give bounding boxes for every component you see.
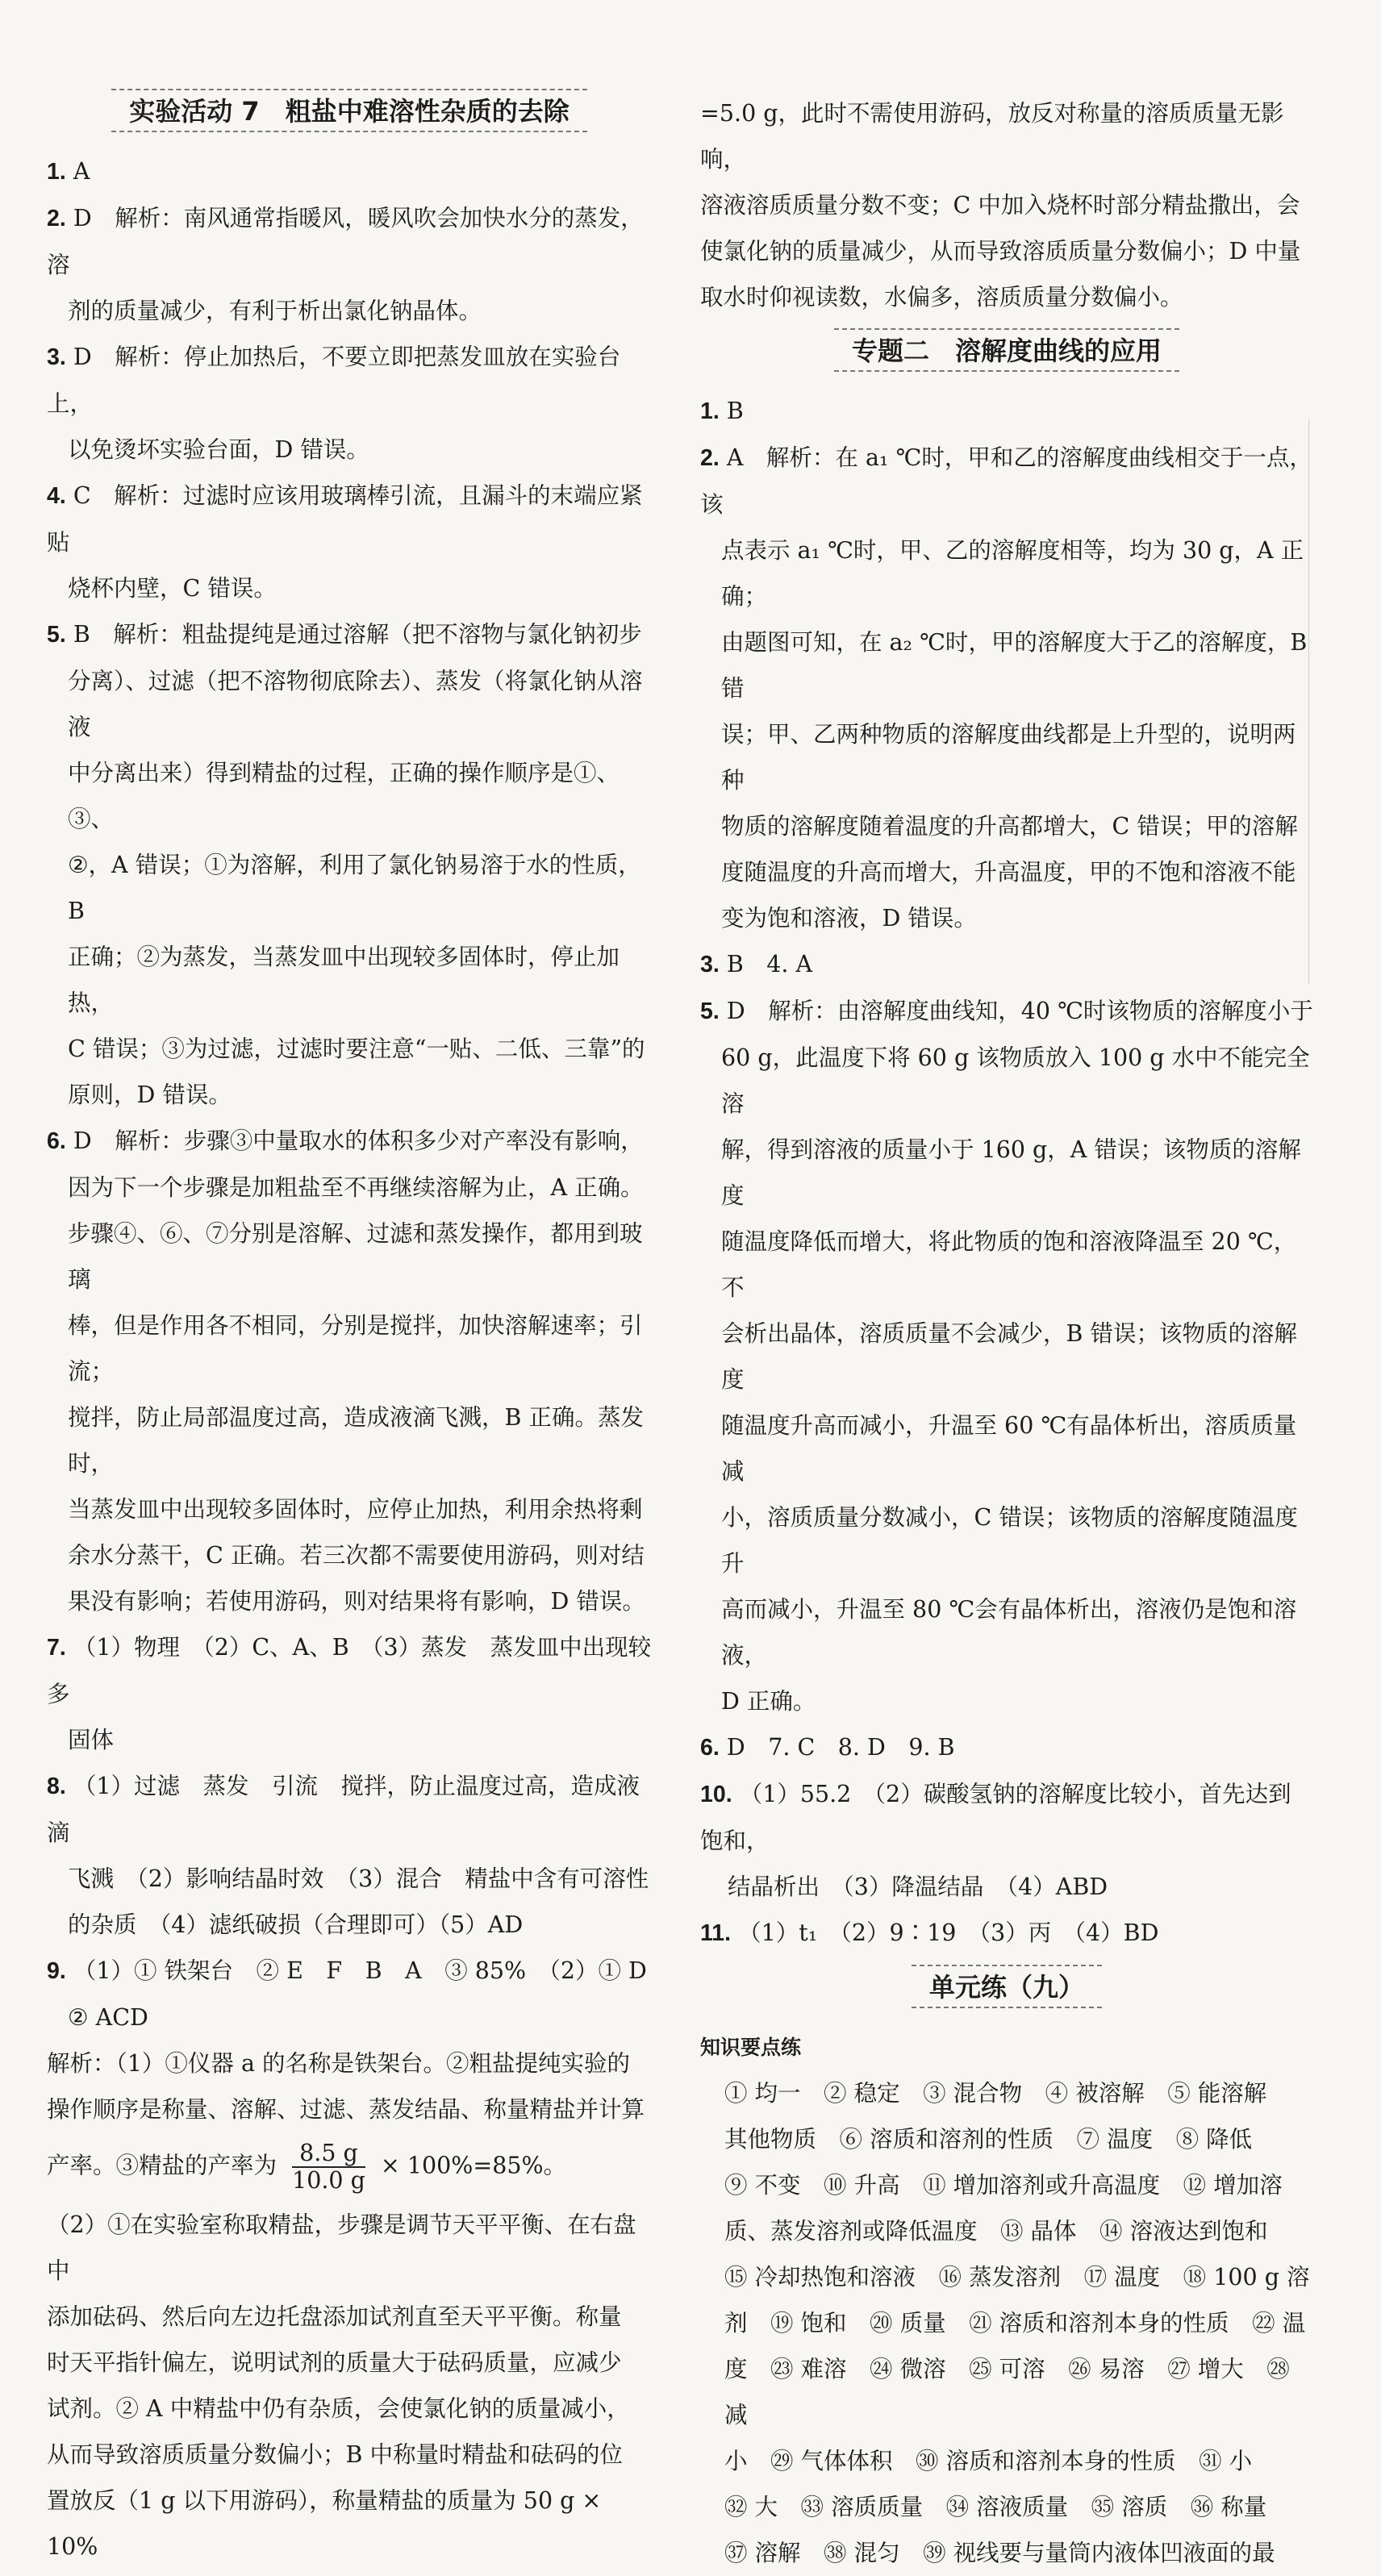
answer-item — [47, 1948, 652, 2040]
answer-line — [700, 941, 1313, 988]
answer-text: 当蒸发皿中出现较多固体时，应停止加热，利用余热将剩 — [68, 1496, 643, 1523]
answer-line — [700, 388, 1313, 435]
left-column — [47, 89, 652, 2570]
answer-number: 10. — [700, 1782, 732, 1807]
answer-text: 果没有影响；若使用游码，则对结果将有影响，D 错误。 — [68, 1588, 645, 1615]
answer-text: D 7. C 8. D 9. B — [726, 1734, 955, 1761]
answer-line — [700, 1910, 1313, 1957]
answer-line — [700, 1771, 1313, 1864]
answer-line — [47, 1532, 652, 1578]
answer-line — [47, 658, 652, 750]
answer-line — [47, 288, 652, 334]
answer-line — [47, 1165, 652, 1211]
answer-text: D 正确。 — [721, 1688, 816, 1715]
answer-text: 误；甲、乙两种物质的溶解度曲线都是上升型的，说明两种 — [721, 721, 1296, 794]
answer-text: A — [73, 158, 90, 185]
right-column — [700, 90, 1313, 2576]
answer-line — [700, 1311, 1313, 1403]
answer-line — [47, 427, 652, 473]
answer-line — [700, 1403, 1313, 1494]
answer-number: 9. — [47, 1958, 66, 1984]
answer-item — [700, 1910, 1313, 1957]
answer-line — [47, 1026, 652, 1072]
answer-text: 搅拌，防止局部温度过高，造成液滴飞溅，B 正确。蒸发时， — [68, 1404, 645, 1477]
answer-text: B — [726, 398, 744, 424]
answer-text: 会析出晶体，溶质质量不会减少，B 错误；该物质的溶解度 — [721, 1320, 1298, 1393]
answer-line — [700, 1035, 1313, 1127]
answer-text: 度随温度的升高而增大，升高温度，甲的不饱和溶液不能 — [721, 859, 1296, 886]
answer-item — [700, 435, 1313, 941]
answer-line — [47, 1578, 652, 1624]
answer-number: 2. — [47, 206, 66, 231]
answer-text: 中分离出来）得到精盐的过程，正确的操作顺序是①、③、 — [68, 760, 620, 832]
knowledge-line: ㉜ 大 ㉝ 溶质质量 ㉞ 溶液质量 ㉟ 溶质 ㊱ 称量 — [724, 2494, 1267, 2520]
answer-text: C 解析：过滤时应该用玻璃棒引流，且漏斗的末端应紧贴 — [47, 482, 643, 556]
answer-text: D 解析：由溶解度曲线知，40 ℃时该物质的溶解度小于 — [726, 998, 1313, 1024]
knowledge-line: 剂 ⑲ 饱和 ⑳ 质量 ㉑ 溶质和溶剂本身的性质 ㉒ 温 — [724, 2310, 1306, 2336]
section-heading-unit-9: 单元练（九） — [700, 1965, 1313, 2008]
answer-line — [700, 1864, 1313, 1910]
answer-text: 固体 — [68, 1727, 115, 1753]
analysis-block — [47, 2040, 652, 2570]
answer-text: 剂的质量减少，有利于析出氯化钠晶体。 — [68, 298, 482, 324]
answer-item — [47, 1624, 652, 1763]
answer-number: 3. — [700, 952, 720, 977]
analysis-line: 解析：（1）①仪器 a 的名称是铁架台。②粗盐提纯实验的 — [47, 2050, 630, 2077]
answer-line — [700, 711, 1313, 803]
right-answer-list — [700, 388, 1313, 1957]
knowledge-list — [700, 2070, 1313, 2576]
answer-item — [700, 941, 1313, 988]
answer-line — [47, 148, 652, 195]
answer-text: 随温度降低而增大，将此物质的饱和溶液降温至 20 ℃，不 — [721, 1228, 1297, 1301]
answer-line — [47, 1948, 652, 1995]
analysis-line: 时天平指针偏左，说明试剂的质量大于砝码质量，应减少 — [47, 2349, 622, 2376]
knowledge-line: ⑨ 不变 ⑩ 升高 ⑪ 增加溶剂或升高温度 ⑫ 增加溶 — [724, 2172, 1283, 2199]
knowledge-subheading: 知识要点练 — [700, 2036, 802, 2059]
answer-line — [47, 1211, 652, 1303]
answer-text: 分离）、过滤（把不溶物彻底除去）、蒸发（将氯化钠从溶液 — [68, 668, 643, 740]
answer-text: （1）55.2 （2）碳酸氢钠的溶解度比较小，首先达到饱和， — [700, 1781, 1291, 1854]
left-answer-list — [47, 148, 652, 2040]
answer-line — [700, 895, 1313, 941]
answer-number: 1. — [47, 159, 66, 185]
answer-line — [700, 1219, 1313, 1311]
continued-line: 使氯化钠的质量减少，从而导致溶质质量分数偏小；D 中量 — [700, 238, 1301, 265]
answer-line — [700, 527, 1313, 619]
answer-text: ②，A 错误；①为溶解，利用了氯化钠易溶于水的性质，B — [68, 852, 641, 924]
answer-line — [47, 842, 652, 934]
analysis-line: 添加砝码、然后向左边托盘添加试剂直至天平平衡。称量 — [47, 2303, 622, 2330]
answer-line — [700, 435, 1313, 527]
answer-line — [700, 988, 1313, 1035]
answer-item — [47, 148, 652, 195]
answer-text: 原则，D 错误。 — [68, 1082, 232, 1108]
answer-line — [47, 934, 652, 1026]
answer-number: 7. — [47, 1635, 66, 1661]
answer-line — [700, 1724, 1313, 1771]
answer-text: 点表示 a₁ ℃时，甲、乙的溶解度相等，均为 30 g，A 正确； — [721, 537, 1304, 610]
knowledge-line: 质、蒸发溶剂或降低温度 ⑬ 晶体 ⑭ 溶液达到饱和 — [724, 2218, 1268, 2245]
answer-text: 正确；②为蒸发，当蒸发皿中出现较多固体时，停止加热， — [68, 944, 620, 1016]
answer-text: 高而减小，升温至 80 ℃会有晶体析出，溶液仍是饱和溶液， — [721, 1596, 1297, 1669]
answer-text: 棒，但是作用各不相同，分别是搅拌，加快溶解速率；引流； — [68, 1312, 643, 1385]
knowledge-line: ⑮ 冷却热饱和溶液 ⑯ 蒸发溶剂 ⑰ 温度 ⑱ 100 g 溶 — [724, 2264, 1310, 2290]
analysis-line: 操作顺序是称量、溶解、过滤、蒸发结晶、称量精盐并计算 — [47, 2096, 645, 2123]
answer-number: 6. — [700, 1735, 720, 1761]
answer-item — [700, 1724, 1313, 1771]
continued-line: 溶液溶质质量分数不变；C 中加入烧杯时部分精盐撒出，会 — [700, 192, 1300, 219]
section-heading-topic-2: 专题二 溶解度曲线的应用 — [700, 328, 1313, 372]
answer-item — [47, 611, 652, 1118]
answer-text: ② ACD — [68, 2004, 148, 2031]
answer-text: D 解析：步骤③中量取水的体积多少对产率没有影响， — [73, 1128, 644, 1154]
answer-text: 飞溅 （2）影响结晶时效 （3）混合 精盐中含有可溶性 — [68, 1865, 649, 1892]
answer-text: （1）① 铁架台 ② E F B A ③ 85% （2）① D — [73, 1957, 647, 1984]
section-heading-experiment-7: 实验活动 7 粗盐中难溶性杂质的去除 — [47, 89, 652, 132]
yield-formula: 产率。③精盐的产率为 $\frac{8.5 g}{10.0 g}$ × 100%=85%。 — [47, 2140, 567, 2194]
answer-item — [47, 334, 652, 473]
fraction: $\frac{8.5 g}{10.0 g}$ — [292, 2140, 365, 2194]
answer-number: 2. — [700, 445, 720, 471]
answer-text: 的杂质 （4）滤纸破损（合理即可）（5）AD — [68, 1911, 524, 1938]
answer-item — [700, 388, 1313, 435]
answer-text: 余水分蒸干，C 正确。若三次都不需要使用游码，则对结 — [68, 1542, 645, 1569]
answer-text: （1）t₁ （2）9∶19 （3）丙 （4）BD — [738, 1919, 1159, 1946]
knowledge-line: 度 ㉓ 难溶 ㉔ 微溶 ㉕ 可溶 ㉖ 易溶 ㉗ 增大 ㉘ 减 — [724, 2356, 1290, 2428]
answer-number: 11. — [700, 1920, 732, 1946]
answer-line — [47, 334, 652, 427]
analysis-line: 从而导致溶质质量分数偏小；B 中称量时精盐和砝码的位 — [47, 2441, 624, 2468]
answer-line — [700, 1678, 1313, 1724]
answer-line — [47, 1763, 652, 1856]
continued-line: =5.0 g，此时不需使用游码，放反对称量的溶质质量无影响， — [700, 100, 1284, 173]
answer-item — [47, 1763, 652, 1948]
answer-number: 4. — [47, 483, 66, 509]
answer-line — [47, 1394, 652, 1486]
answer-text: 解，得到溶液的质量小于 160 g，A 错误；该物质的溶解度 — [721, 1136, 1301, 1209]
answer-line — [47, 565, 652, 611]
answer-line — [47, 611, 652, 658]
analysis-line: 置放反（1 g 以下用游码），称量精盐的质量为 50 g × 10% — [47, 2487, 602, 2560]
knowledge-line: ㊲ 溶解 ㊳ 混匀 ㊴ 视线要与量筒内液体凹液面的最 — [724, 2540, 1275, 2566]
answer-item — [47, 1118, 652, 1624]
answer-line — [47, 1717, 652, 1763]
answer-line — [700, 1586, 1313, 1678]
answer-text: 步骤④、⑥、⑦分别是溶解、过滤和蒸发操作，都用到玻璃 — [68, 1220, 643, 1293]
answer-text: 小，溶质质量分数减小，C 错误；该物质的溶解度随温度升 — [721, 1504, 1298, 1577]
answer-text: 结晶析出 （3）降温结晶 （4）ABD — [728, 1874, 1108, 1900]
answer-line — [47, 1995, 652, 2040]
answer-item — [47, 473, 652, 611]
answer-line — [700, 1494, 1313, 1586]
answer-text: 因为下一个步骤是加粗盐至不再继续溶解为止，A 正确。 — [68, 1174, 644, 1201]
answer-text: 随温度升高而减小，升温至 60 ℃有晶体析出，溶质质量减 — [721, 1412, 1297, 1485]
knowledge-line: 小 ㉙ 气体体积 ㉚ 溶质和溶剂本身的性质 ㉛ 小 — [724, 2448, 1253, 2474]
answer-item — [700, 1771, 1313, 1910]
answer-line — [47, 1902, 652, 1948]
knowledge-line: ① 均一 ② 稳定 ③ 混合物 ④ 被溶解 ⑤ 能溶解 — [724, 2080, 1267, 2107]
answer-text: D 解析：南风通常指暖风，暖风吹会加快水分的蒸发，溶 — [47, 205, 644, 278]
answer-text: 变为饱和溶液，D 错误。 — [721, 905, 977, 932]
answer-text: （1）物理 （2）C、A、B （3）蒸发 蒸发皿中出现较多 — [47, 1634, 652, 1707]
answer-text: B 4. A — [726, 951, 813, 977]
answer-number: 1. — [700, 398, 720, 424]
knowledge-line: 其他物质 ⑥ 溶质和溶剂的性质 ⑦ 温度 ⑧ 降低 — [724, 2126, 1253, 2153]
answer-line — [700, 803, 1313, 849]
answer-line — [47, 1072, 652, 1118]
answer-line — [47, 1856, 652, 1902]
answer-text: C 错误；③为过滤，过滤时要注意“一贴、二低、三靠”的 — [68, 1036, 645, 1062]
answer-text: 60 g，此温度下将 60 g 该物质放入 100 g 水中不能完全溶 — [721, 1044, 1310, 1117]
answer-text: 烧杯内壁，C 错误。 — [68, 575, 277, 602]
answer-text: 物质的溶解度随着温度的升高都增大，C 错误；甲的溶解 — [721, 813, 1298, 840]
answer-line — [47, 473, 652, 565]
answer-text: D 解析：停止加热后，不要立即把蒸发皿放在实验台上， — [47, 344, 621, 417]
answer-line — [47, 1486, 652, 1532]
answer-text: 以免烫坏实验台面，D 错误。 — [68, 436, 369, 463]
analysis-line: 试剂。② A 中精盐中仍有杂质，会使氯化钠的质量减小， — [47, 2395, 630, 2422]
answer-text: （1）过滤 蒸发 引流 搅拌，防止温度过高，造成液滴 — [47, 1773, 640, 1846]
answer-text: 由题图可知，在 a₂ ℃时，甲的溶解度大于乙的溶解度，B 错 — [721, 629, 1308, 702]
answer-number: 5. — [47, 622, 66, 648]
answer-line — [47, 1118, 652, 1165]
continued-line: 取水时仰视读数，水偏多，溶质质量分数偏小。 — [700, 284, 1183, 311]
answer-number: 5. — [700, 998, 720, 1024]
answer-line — [47, 1624, 652, 1717]
answer-line — [700, 619, 1313, 711]
answer-line — [47, 750, 652, 842]
answer-text: A 解析：在 a₁ ℃时，甲和乙的溶解度曲线相交于一点，该 — [700, 444, 1312, 518]
answer-line — [47, 1303, 652, 1394]
answer-text: B 解析：粗盐提纯是通过溶解（把不溶物与氯化钠初步 — [73, 621, 642, 648]
answer-number: 6. — [47, 1128, 66, 1154]
analysis-line: （2）①在实验室称取精盐，步骤是调节天平平衡、在右盘中 — [47, 2211, 636, 2284]
answer-item — [700, 988, 1313, 1724]
answer-number: 8. — [47, 1774, 66, 1799]
answer-item — [47, 195, 652, 334]
answer-number: 3. — [47, 344, 66, 370]
answer-line — [700, 1127, 1313, 1219]
answer-line — [700, 849, 1313, 895]
answer-line — [47, 195, 652, 288]
